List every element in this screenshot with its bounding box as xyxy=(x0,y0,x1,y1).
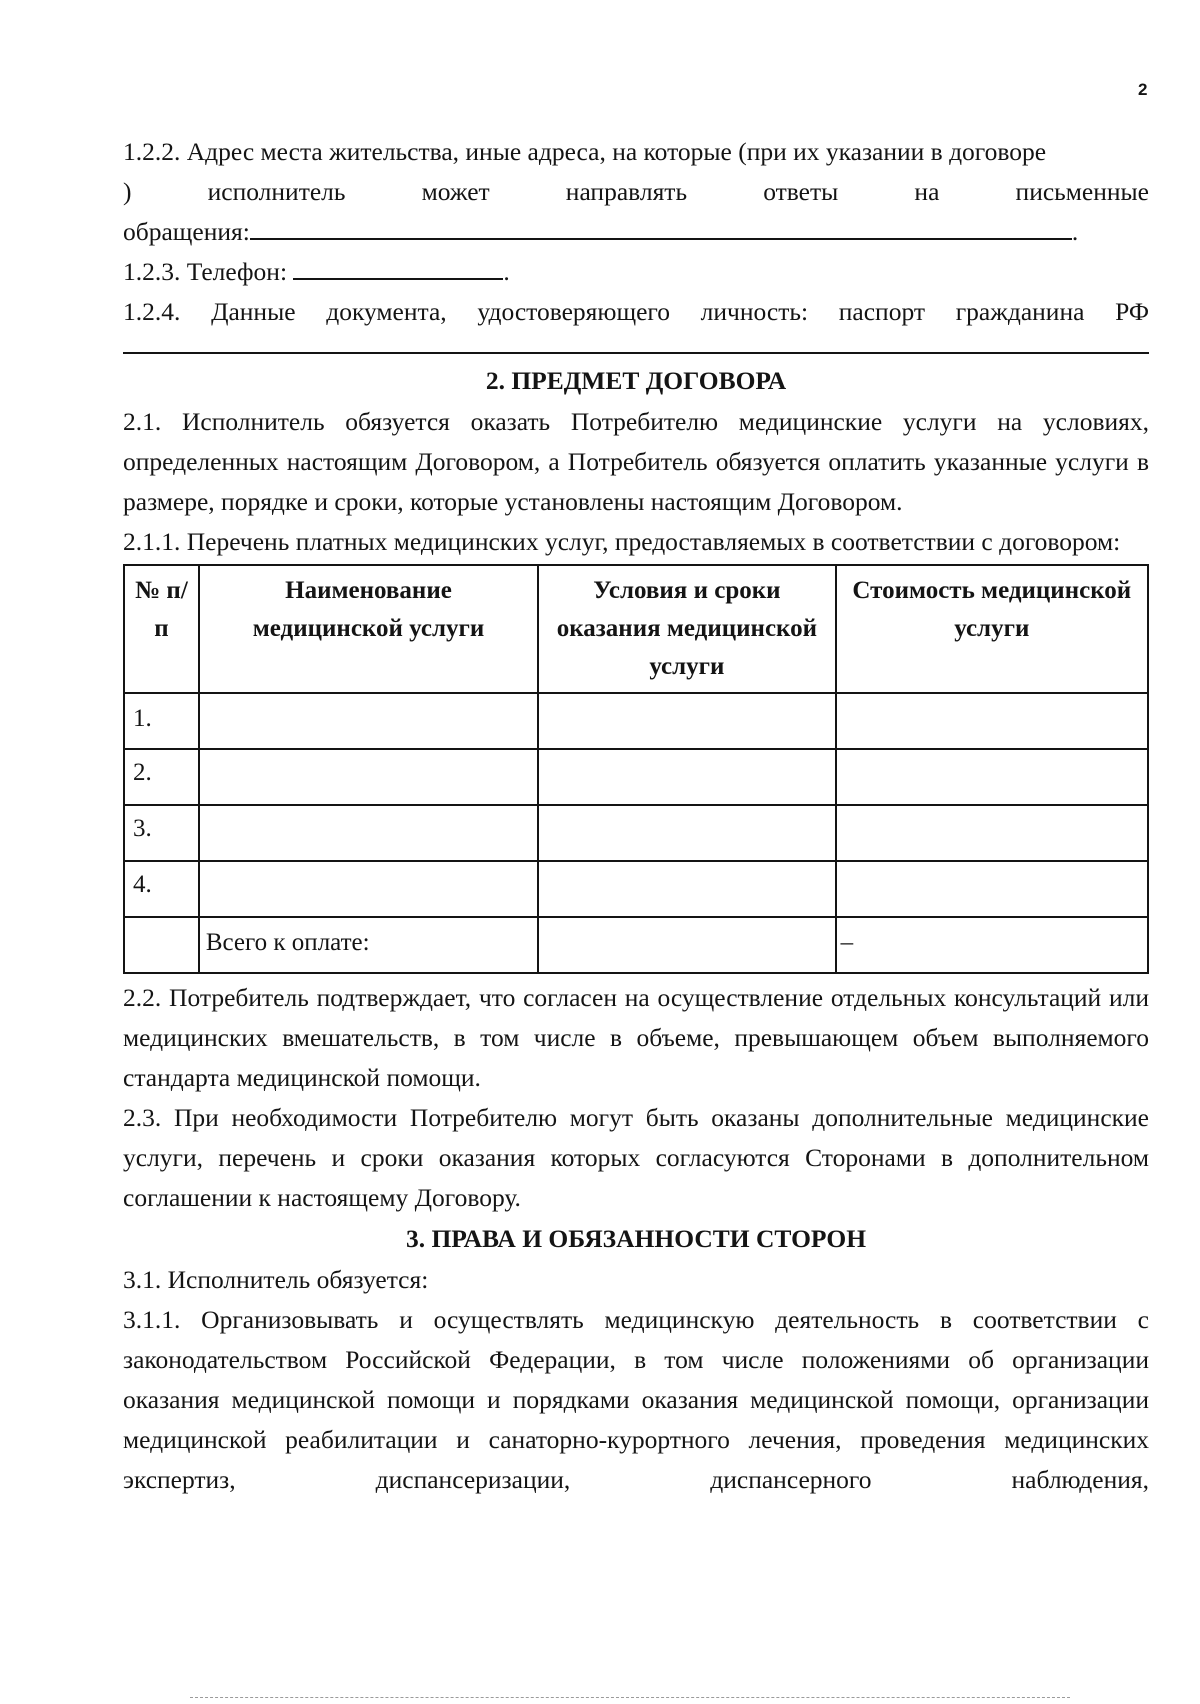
paragraph-1-2-2-line1: 1.2.2. Адрес места жительства, иные адреса, на которые (при их указании в договоре xyxy=(123,137,1047,166)
header-service-name: Наименование медицинской услуги xyxy=(199,565,538,693)
paragraph-1-2-2-line3 xyxy=(123,212,1149,252)
passport-blank[interactable] xyxy=(123,332,1149,354)
address-end: . xyxy=(1071,217,1079,246)
total-number-cell xyxy=(124,917,199,973)
paragraph-2-1-1: 2.1.1. Перечень платных медицинских услуг, предоставляемых в соответствии с договором: xyxy=(123,527,1121,556)
cost-cell[interactable] xyxy=(836,749,1148,805)
paragraph-1-2-4: 1.2.4. Данные документа, удостоверяющего личность: паспорт гражданина РФ xyxy=(123,297,1149,326)
terms-cell[interactable] xyxy=(538,861,835,917)
address-blank[interactable] xyxy=(250,212,1072,240)
paragraph-3-1: 3.1. Исполнитель обязуется: xyxy=(123,1265,429,1294)
phone-label: 1.2.3. Телефон: xyxy=(123,257,288,286)
section-3-heading: 3. ПРАВА И ОБЯЗАННОСТИ СТОРОН xyxy=(405,1224,867,1253)
services-table xyxy=(123,564,1149,974)
table-header-row xyxy=(124,565,1148,693)
header-cost: Стоимость медицинской услуги xyxy=(836,565,1148,693)
section-2-heading: 2. ПРЕДМЕТ ДОГОВОРА xyxy=(485,366,787,395)
total-label: Всего к оплате: xyxy=(199,917,538,973)
paragraph-1-2-3 xyxy=(123,252,1149,292)
paragraph-1-2-2-line2: ) исполнитель может направлять ответы на письменные xyxy=(123,177,1149,206)
table-row xyxy=(124,693,1148,749)
cost-cell[interactable] xyxy=(836,805,1148,861)
row-number: 1. xyxy=(124,693,199,749)
scan-edge-line xyxy=(190,1697,1070,1698)
header-number: № п/п xyxy=(124,565,199,693)
service-name-cell[interactable] xyxy=(199,861,538,917)
cost-cell[interactable] xyxy=(836,693,1148,749)
terms-cell[interactable] xyxy=(538,693,835,749)
cost-cell[interactable] xyxy=(836,861,1148,917)
table-row xyxy=(124,749,1148,805)
paragraph-2-2: 2.2. Потребитель подтверждает, что согласен на осуществление отдельных консультаций или медицинских вмешательств, в том числе в объеме, превышающем объем выполняемого стандарта медицинской помощи. xyxy=(123,983,1149,1092)
row-number: 2. xyxy=(124,749,199,805)
address-label: обращения: xyxy=(123,217,250,246)
table-total-row xyxy=(124,917,1148,973)
phone-end: . xyxy=(503,257,510,286)
terms-cell[interactable] xyxy=(538,749,835,805)
service-name-cell[interactable] xyxy=(199,693,538,749)
service-name-cell[interactable] xyxy=(199,749,538,805)
phone-blank[interactable] xyxy=(293,252,503,280)
paragraph-2-1: 2.1. Исполнитель обязуется оказать Потребителю медицинские услуги на условиях, определенных настоящим Договором, а Потребитель обязуется оплатить указанные услуги в размере, порядке и сроки, которые установлены настоящим Договором. xyxy=(123,407,1149,516)
total-value[interactable]: – xyxy=(836,917,1148,973)
table-row xyxy=(124,805,1148,861)
header-terms: Условия и сроки оказания медицинской услуги xyxy=(538,565,835,693)
paragraph-3-1-1: 3.1.1. Организовывать и осуществлять медицинскую деятельность в соответствии с законодательством Российской Федерации, в том числе положениями об организации оказания медицинской помощи и порядками оказания медицинской помощи, организации медицинской реабилитации и санаторно-курортного лечения, проведения медицинских экспертиз, диспансеризации, диспансерного наблюдения, xyxy=(123,1305,1149,1494)
row-number: 4. xyxy=(124,861,199,917)
paragraph-2-3: 2.3. При необходимости Потребителю могут быть оказаны дополнительные медицинские услуги, перечень и сроки оказания которых согласуются Сторонами в дополнительном соглашении к настоящему Договору. xyxy=(123,1103,1149,1212)
document-body xyxy=(123,132,1149,1500)
terms-cell[interactable] xyxy=(538,805,835,861)
service-name-cell[interactable] xyxy=(199,805,538,861)
total-terms-cell[interactable] xyxy=(538,917,835,973)
table-row xyxy=(124,861,1148,917)
row-number: 3. xyxy=(124,805,199,861)
page-number: 2 xyxy=(1138,80,1148,99)
